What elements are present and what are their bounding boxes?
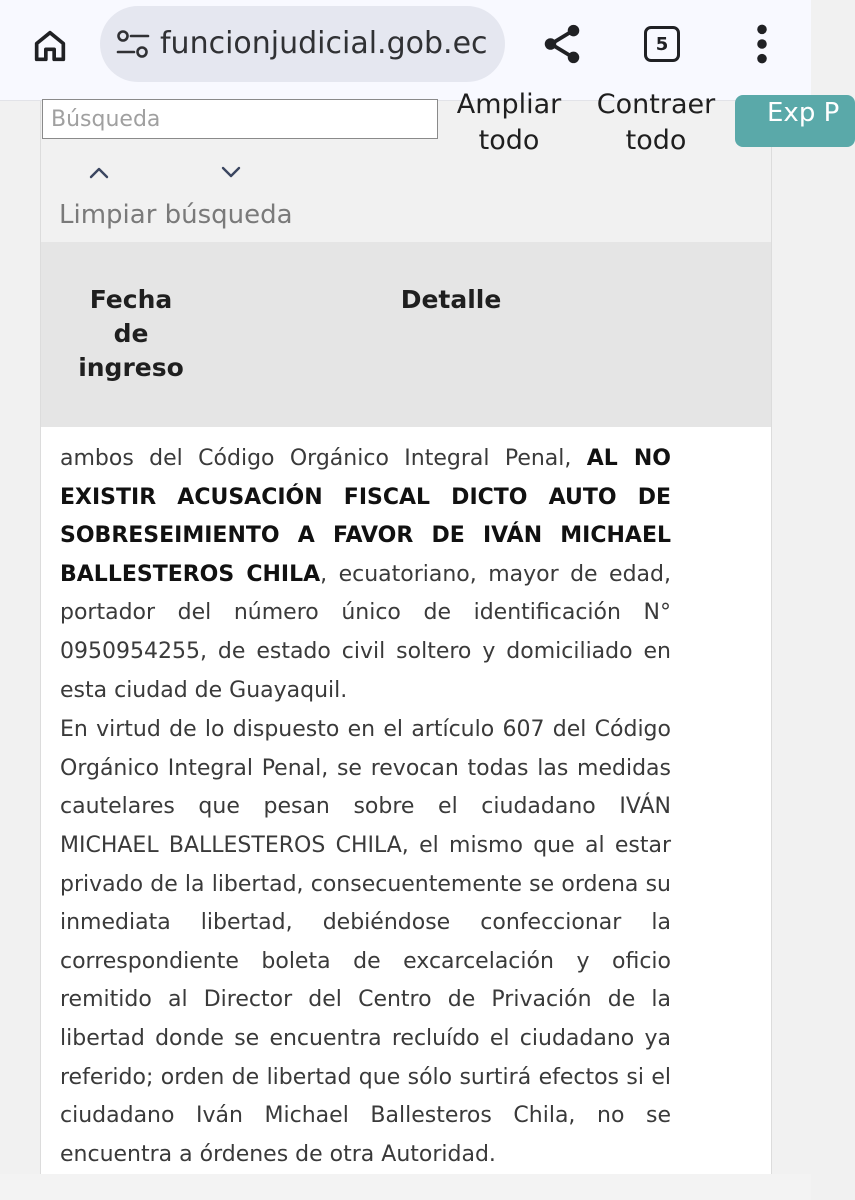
share-icon bbox=[539, 21, 585, 67]
more-vert-icon bbox=[754, 22, 770, 66]
tabs-icon: 5 bbox=[644, 26, 680, 62]
column-header-detail[interactable]: Detalle bbox=[400, 285, 502, 314]
bold-text-span: AL NO EXISTIR ACUSACIÓN FISCAL DICTO AUTO DE SOBRESEIMIENTO A FAVOR DE IVÁN MICHAEL BALLESTEROS CHILA bbox=[60, 446, 671, 587]
share-button[interactable] bbox=[532, 14, 592, 74]
chevron-up-icon[interactable] bbox=[87, 163, 111, 181]
search-input[interactable] bbox=[42, 99, 438, 139]
expand-all-button[interactable]: Ampliar todo bbox=[456, 89, 562, 156]
paragraph-ruling bbox=[60, 440, 671, 710]
paragraph-release-order: En virtud de lo dispuesto en el artículo 607 del Código Orgánico Integral Penal, se revocan todas las medidas cautelares que pesan sobre el ciudadano IVÁN MICHAEL BALLESTEROS CHILA, el mismo que al estar privado de la libertad, consecuentemente se ordena su inmediata libertad, debiéndose confeccionar la correspondiente boleta de excarcelación y oficio remitido al Director del Centro de Privación de la libertad donde se encuentra recluído el ciudadano ya referido; orden de libertad que sólo surtirá efectos si el ciudadano Iván Michael Ballesteros Chila, no se encuentra a órdenes de otra Autoridad. bbox=[60, 717, 671, 1167]
collapse-all-button[interactable]: Contraer todo bbox=[596, 89, 716, 156]
url-text: funcionjudicial.gob.ec bbox=[160, 26, 488, 61]
column-header-date[interactable]: Fecha de ingreso bbox=[78, 285, 184, 382]
chevron-down-icon[interactable] bbox=[219, 163, 243, 181]
more-menu-button[interactable] bbox=[738, 14, 786, 74]
export-button[interactable]: Exp P bbox=[735, 95, 855, 147]
text-span: ambos del Código Orgánico Integral Penal, bbox=[60, 446, 587, 471]
text-span: , ecuatoriano, mayor de edad, portador del número único de identificación N° 0950954255, de estado civil soltero y domiciliado en esta ciudad de Guayaquil. bbox=[60, 561, 671, 703]
document-detail-text bbox=[60, 440, 671, 1175]
bottom-strip bbox=[0, 1174, 811, 1200]
clear-search-link[interactable]: Limpiar búsqueda bbox=[59, 200, 293, 230]
home-icon bbox=[30, 26, 70, 66]
site-settings-icon[interactable] bbox=[114, 26, 154, 62]
table-header bbox=[41, 242, 771, 427]
address-bar[interactable] bbox=[100, 6, 505, 82]
web-page bbox=[0, 89, 840, 1174]
tabs-button[interactable] bbox=[636, 18, 688, 70]
browser-toolbar bbox=[0, 0, 811, 101]
home-button[interactable] bbox=[22, 18, 78, 74]
search-toolbar bbox=[41, 89, 840, 242]
